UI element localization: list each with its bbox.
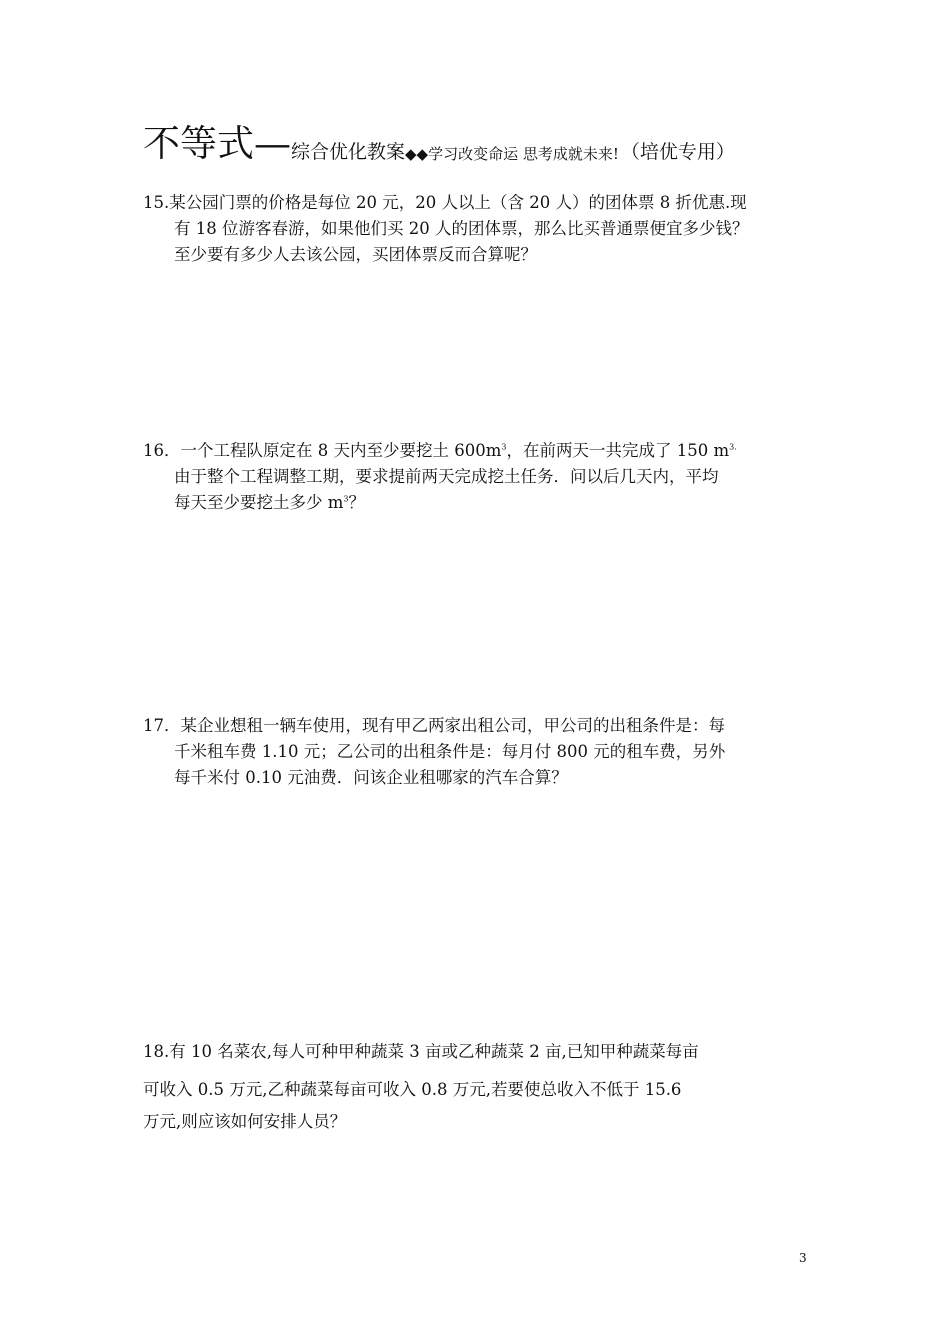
- problem-18-line-3: 万元,则应该如何安排人员？: [143, 1112, 347, 1131]
- header-tag: （培优专用）: [620, 141, 735, 163]
- problem-17-line-2: 千米租车费 1.10 元；乙公司的出租条件是：每月付 800 元的租车费，另外: [174, 742, 726, 761]
- cubic-superscript: 3: [501, 442, 507, 452]
- header-subtitle: 综合优化教案: [291, 141, 406, 163]
- page-number: 3: [799, 1251, 807, 1265]
- problem-15-line-1: 15.某公园门票的价格是每位 20 元，20 人以上（含 20 人）的团体票 8 折优惠.现: [143, 193, 747, 212]
- problem-15-line-3: 至少要有多少人去该公园，买团体票反而合算呢？: [174, 245, 537, 264]
- cubic-superscript: 3.: [729, 442, 737, 452]
- problem-17: [143, 713, 815, 791]
- problem-18-line-2: 可收入 0.5 万元,乙种蔬菜每亩可收入 0.8 万元,若要使总收入不低于 15.6: [143, 1080, 682, 1099]
- problem-15-line-2: 有 18 位游客春游，如果他们买 20 人的团体票，那么比买普通票便宜多少钱？: [174, 219, 749, 238]
- problem-16-line-3: [143, 490, 815, 516]
- problem-18-line-1: 18.有 10 名菜农,每人可种甲种蔬菜 3 亩或乙种蔬菜 2 亩,已知甲种蔬菜每亩: [143, 1042, 699, 1061]
- header-motto: ◆◆学习改变命运 思考成就未来!: [405, 145, 619, 163]
- problem-15: [143, 190, 815, 268]
- problem-18: [143, 1036, 815, 1138]
- problem-17-line-1: 17．某企业想租一辆车使用，现有甲乙两家出租公司，甲公司的出租条件是：每: [143, 716, 725, 735]
- header-dash: —: [254, 122, 291, 165]
- problem-16: [143, 438, 815, 516]
- problem-16-line-2: 由于整个工程调整工期，要求提前两天完成挖土任务．问以后几天内，平均: [174, 467, 719, 486]
- problem-16-line-1-a: 16．一个工程队原定在 8 天内至少要挖土 600m: [143, 441, 502, 460]
- problem-16-line-1: [143, 438, 815, 464]
- cubic-superscript: 3: [343, 494, 349, 504]
- problem-17-line-3: 每千米付 0.10 元油费．问该企业租哪家的汽车合算？: [174, 768, 568, 787]
- problem-16-line-3-a: 每天至少要挖土多少 m: [174, 493, 344, 512]
- page-header: [143, 122, 843, 166]
- problem-16-line-1-b: ，在前两天一共完成了 150 m: [506, 441, 730, 460]
- problem-16-line-3-b: ？: [348, 493, 365, 512]
- header-title: 不等式: [143, 122, 254, 165]
